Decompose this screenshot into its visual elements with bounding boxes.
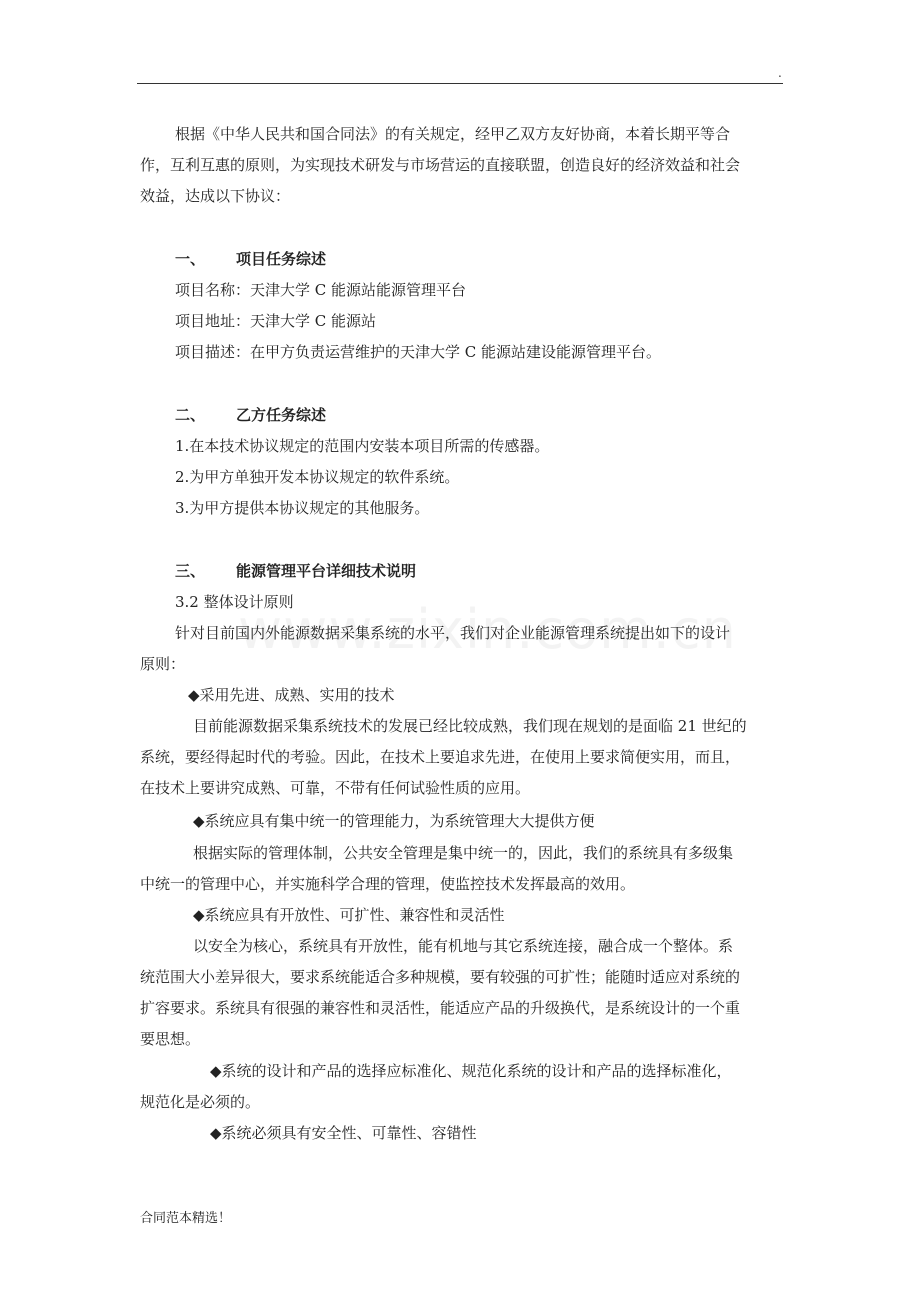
section-line: 1.在本技术协议规定的范围内安装本项目所需的传感器。 <box>175 437 550 455</box>
section-line: 原则： <box>140 655 186 673</box>
footer-text: 合同范本精选！ <box>140 1211 232 1226</box>
bullet-item: ◆系统应具有集中统一的管理能力，为系统管理大大提供方便 <box>193 812 595 830</box>
subsection-title: 3.2 整体设计原则 <box>175 593 294 611</box>
bullet-item: ◆系统的设计和产品的选择应标准化、规范化系统的设计和产品的选择标准化， <box>210 1062 732 1080</box>
section-number: 一、 <box>175 250 206 268</box>
header-dot: . <box>778 66 782 80</box>
section-title: 项目任务综述 <box>236 250 327 268</box>
section-line: 中统一的管理中心，并实施科学合理的管理，使监控技术发挥最高的效用。 <box>140 875 636 893</box>
section-heading-1 <box>175 250 326 268</box>
section-line: 项目名称：天津大学 C 能源站能源管理平台 <box>175 281 467 299</box>
section-line: 项目地址：天津大学 C 能源站 <box>175 312 377 330</box>
section-line: 统范围大小差异很大，要求系统能适合多种规模，要有较强的可扩性；能随时适应对系统的 <box>140 968 741 986</box>
bullet-item: ◆系统应具有开放性、可扩性、兼容性和灵活性 <box>193 906 505 924</box>
section-heading-2 <box>175 406 326 424</box>
section-number: 三、 <box>175 562 206 580</box>
intro-line: 效益，达成以下协议： <box>140 187 291 205</box>
section-title: 乙方任务综述 <box>236 406 327 424</box>
section-line: 目前能源数据采集系统技术的发展已经比较成熟，我们现在规划的是面临 21 世纪的 <box>193 717 747 735</box>
section-line: 3.为甲方提供本协议规定的其他服务。 <box>175 499 430 517</box>
section-line: 2.为甲方单独开发本协议规定的软件系统。 <box>175 468 460 486</box>
section-line: 在技术上要讲究成熟、可靠，不带有任何试验性质的应用。 <box>140 779 531 797</box>
intro-line: 作，互利互惠的原则，为实现技术研发与市场营运的直接联盟，创造良好的经济效益和社会 <box>140 156 741 174</box>
section-line: 针对目前国内外能源数据采集系统的水平，我们对企业能源管理系统提出如下的设计 <box>175 624 731 642</box>
section-line: 根据实际的管理体制，公共安全管理是集中统一的，因此，我们的系统具有多级集 <box>193 844 734 862</box>
section-number: 二、 <box>175 406 206 424</box>
bullet-item: ◆采用先进、成熟、实用的技术 <box>188 686 395 704</box>
section-line: 要思想。 <box>140 1030 201 1048</box>
section-heading-3 <box>175 562 416 580</box>
section-line: 扩容要求。系统具有很强的兼容性和灵活性，能适应产品的升级换代，是系统设计的一个重 <box>140 999 741 1017</box>
intro-line: 根据《中华人民共和国合同法》的有关规定，经甲乙双方友好协商，本着长期平等合 <box>175 125 731 143</box>
section-title: 能源管理平台详细技术说明 <box>236 562 417 580</box>
bullet-item: ◆系统必须具有安全性、可靠性、容错性 <box>210 1124 477 1142</box>
section-line: 项目描述：在甲方负责运营维护的天津大学 C 能源站建设能源管理平台。 <box>175 343 662 361</box>
section-line: 系统，要经得起时代的考验。因此，在技术上要追求先进，在使用上要求简便实用，而且， <box>140 748 741 766</box>
section-line: 以安全为核心，系统具有开放性，能有机地与其它系统连接，融合成一个整体。系 <box>193 937 734 955</box>
header-rule <box>137 83 783 84</box>
section-line: 规范化是必须的。 <box>140 1093 261 1111</box>
